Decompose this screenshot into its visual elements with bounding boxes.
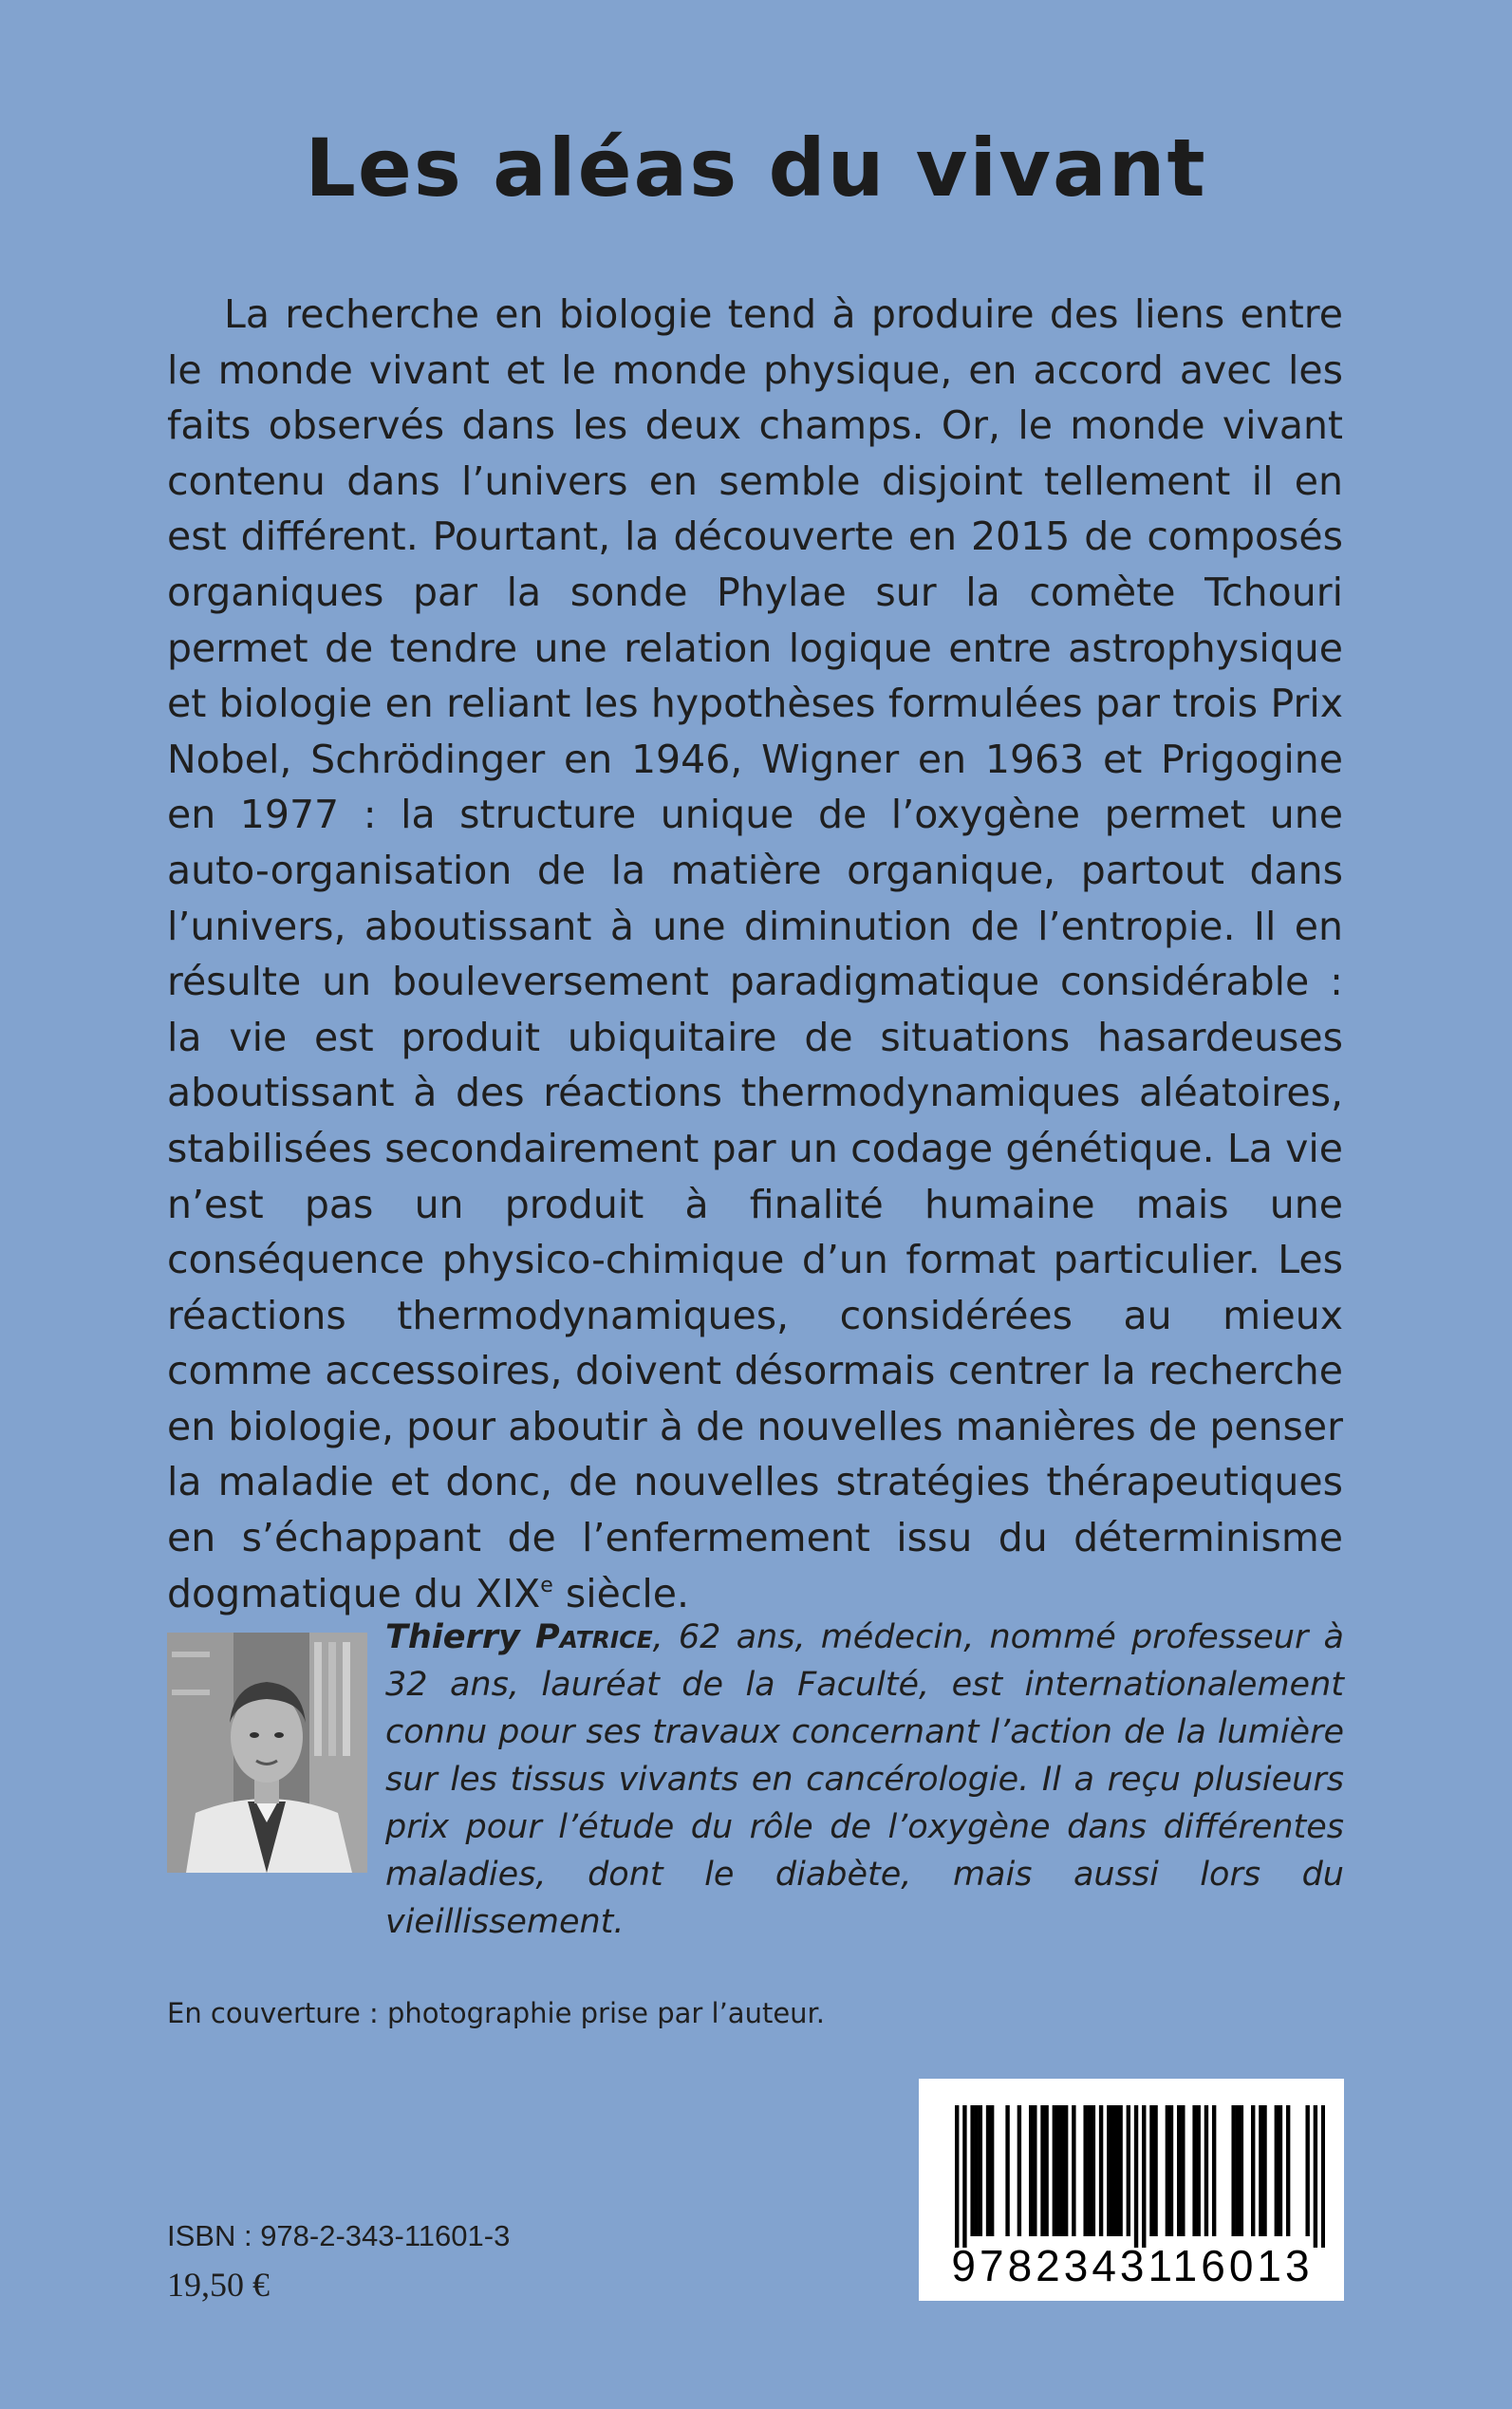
barcode-bar: [1044, 2105, 1048, 2236]
cover-credit: En couverture : photographie prise par l’auteur.: [167, 1997, 826, 2029]
barcode-bar: [1240, 2105, 1243, 2236]
barcode-bar: [1114, 2105, 1118, 2236]
barcode-bar: [1166, 2105, 1169, 2236]
barcode-bar: [1118, 2105, 1122, 2236]
barcode-bar: [1107, 2105, 1111, 2236]
barcode-bar: [990, 2105, 994, 2236]
barcode-bar: [1017, 2105, 1021, 2236]
barcode-bar: [1060, 2105, 1064, 2236]
barcode-bar: [1279, 2105, 1282, 2236]
barcode-bar: [1259, 2105, 1262, 2236]
barcode-bar: [1092, 2105, 1095, 2236]
price: 19,50 €: [167, 2266, 270, 2304]
barcode-bar: [1153, 2105, 1157, 2236]
summary-superscript: e: [540, 1573, 553, 1597]
summary-ending: siècle.: [552, 1570, 689, 1616]
barcode-bar: [1204, 2105, 1208, 2236]
barcode-bar: [1231, 2105, 1235, 2236]
barcode-bar: [1251, 2105, 1255, 2236]
barcode-bar: [1053, 2105, 1056, 2236]
barcode-bar: [1236, 2105, 1240, 2236]
barcode-bar: [986, 2105, 990, 2236]
book-title: Les aléas du vivant: [305, 121, 1207, 215]
barcode-bar: [962, 2105, 966, 2248]
barcode-bar: [1134, 2105, 1138, 2248]
barcode-bar: [1099, 2105, 1103, 2236]
author-photo: [167, 1633, 367, 1873]
barcode-bar: [1169, 2105, 1173, 2236]
barcode-bars: [955, 2105, 1325, 2248]
author-bio: [385, 1614, 1344, 1946]
barcode-bar: [1072, 2105, 1075, 2236]
barcode-digits: 9782343116013: [951, 2241, 1314, 2290]
barcode-bar: [1029, 2105, 1033, 2236]
barcode-bar: [1177, 2105, 1181, 2236]
barcode-bar: [1321, 2105, 1325, 2248]
barcode-bar: [1149, 2105, 1153, 2236]
author-last-name: Patrice: [535, 1618, 653, 1656]
barcode-bar: [1262, 2105, 1266, 2236]
barcode-bar: [1083, 2105, 1087, 2236]
barcode-bar: [1088, 2105, 1092, 2236]
barcode-bar: [1192, 2105, 1196, 2236]
barcode-bar: [1033, 2105, 1036, 2236]
barcode-bar: [1181, 2105, 1185, 2236]
barcode-bar: [1142, 2105, 1146, 2248]
barcode-bar: [1286, 2105, 1290, 2236]
summary-text: La recherche en biologie tend à produire des liens entre le monde vivant et le monde physique, en accord avec les faits observés dans les deux champs. Or, le monde vivant contenu dans l’univers en semble disjoint tellement il en est différent. Pourtant, la découverte en 2015 de composés organiques par la sonde Phylae sur la comète Tchouri permet de tendre une relation logique entre astrophysique et biologie en reliant les hypothèses formulées par trois Prix Nobel, Schrödinger en 1946, Wigner en 1963 et Prigogine en 1977 : la structure unique de l’oxygène permet une auto-organisation de la matière organique, partout dans l’univers, aboutissant à une diminution de l’entropie. Il en résulte un bouleversement paradigmatique considérable : la vie est produit ubiquitaire de situations hasardeuses aboutissant à des réactions thermodynamiques aléatoires, stabilisées secondairement par un codage génétique. La vie n’est pas un produit à finalité humaine mais une conséquence physico-chimique d’un format particulier. Les réactions thermodynamiques, considérées au mieux comme accessoires, doivent désormais centrer la recherche en biologie, pour aboutir à de nouvelles manières de penser la maladie et donc, de nouvelles stratégies thérapeutiques en s’échappant de l’enfermement issu du déterminisme dogmatique du XIX: [167, 291, 1343, 1616]
barcode-bar: [1040, 2105, 1044, 2236]
author-bio-text: , 62 ans, médecin, nommé professeur à 32 ans, lauréat de la Faculté, est internationalement connu pour ses travaux concernant l’action de la lumière sur les tissus vivants en cancérologie. Il a reçu plusieurs prix pour l’étude du rôle de l’oxygène dans différentes maladies, dont le diabète, mais aussi lors du vieillissement.: [385, 1618, 1344, 1941]
barcode-bar: [975, 2105, 979, 2236]
barcode-bar: [970, 2105, 974, 2236]
book-summary: [167, 287, 1343, 1621]
isbn: ISBN : 978-2-343-11601-3: [167, 2219, 511, 2252]
barcode-bar: [1275, 2105, 1279, 2236]
barcode-bar: [1305, 2105, 1309, 2236]
barcode-bar: [1064, 2105, 1068, 2236]
author-first-name: Thierry: [385, 1618, 520, 1656]
barcode-bar: [979, 2105, 982, 2236]
barcode-bar: [1056, 2105, 1060, 2236]
barcode-bar: [1212, 2105, 1216, 2236]
barcode-bar: [1127, 2105, 1130, 2236]
barcode-bar: [1005, 2105, 1009, 2236]
barcode-bar: [1314, 2105, 1317, 2248]
barcode-bar: [955, 2105, 959, 2248]
barcode-bar: [1111, 2105, 1114, 2236]
barcode-bar: [1197, 2105, 1201, 2236]
